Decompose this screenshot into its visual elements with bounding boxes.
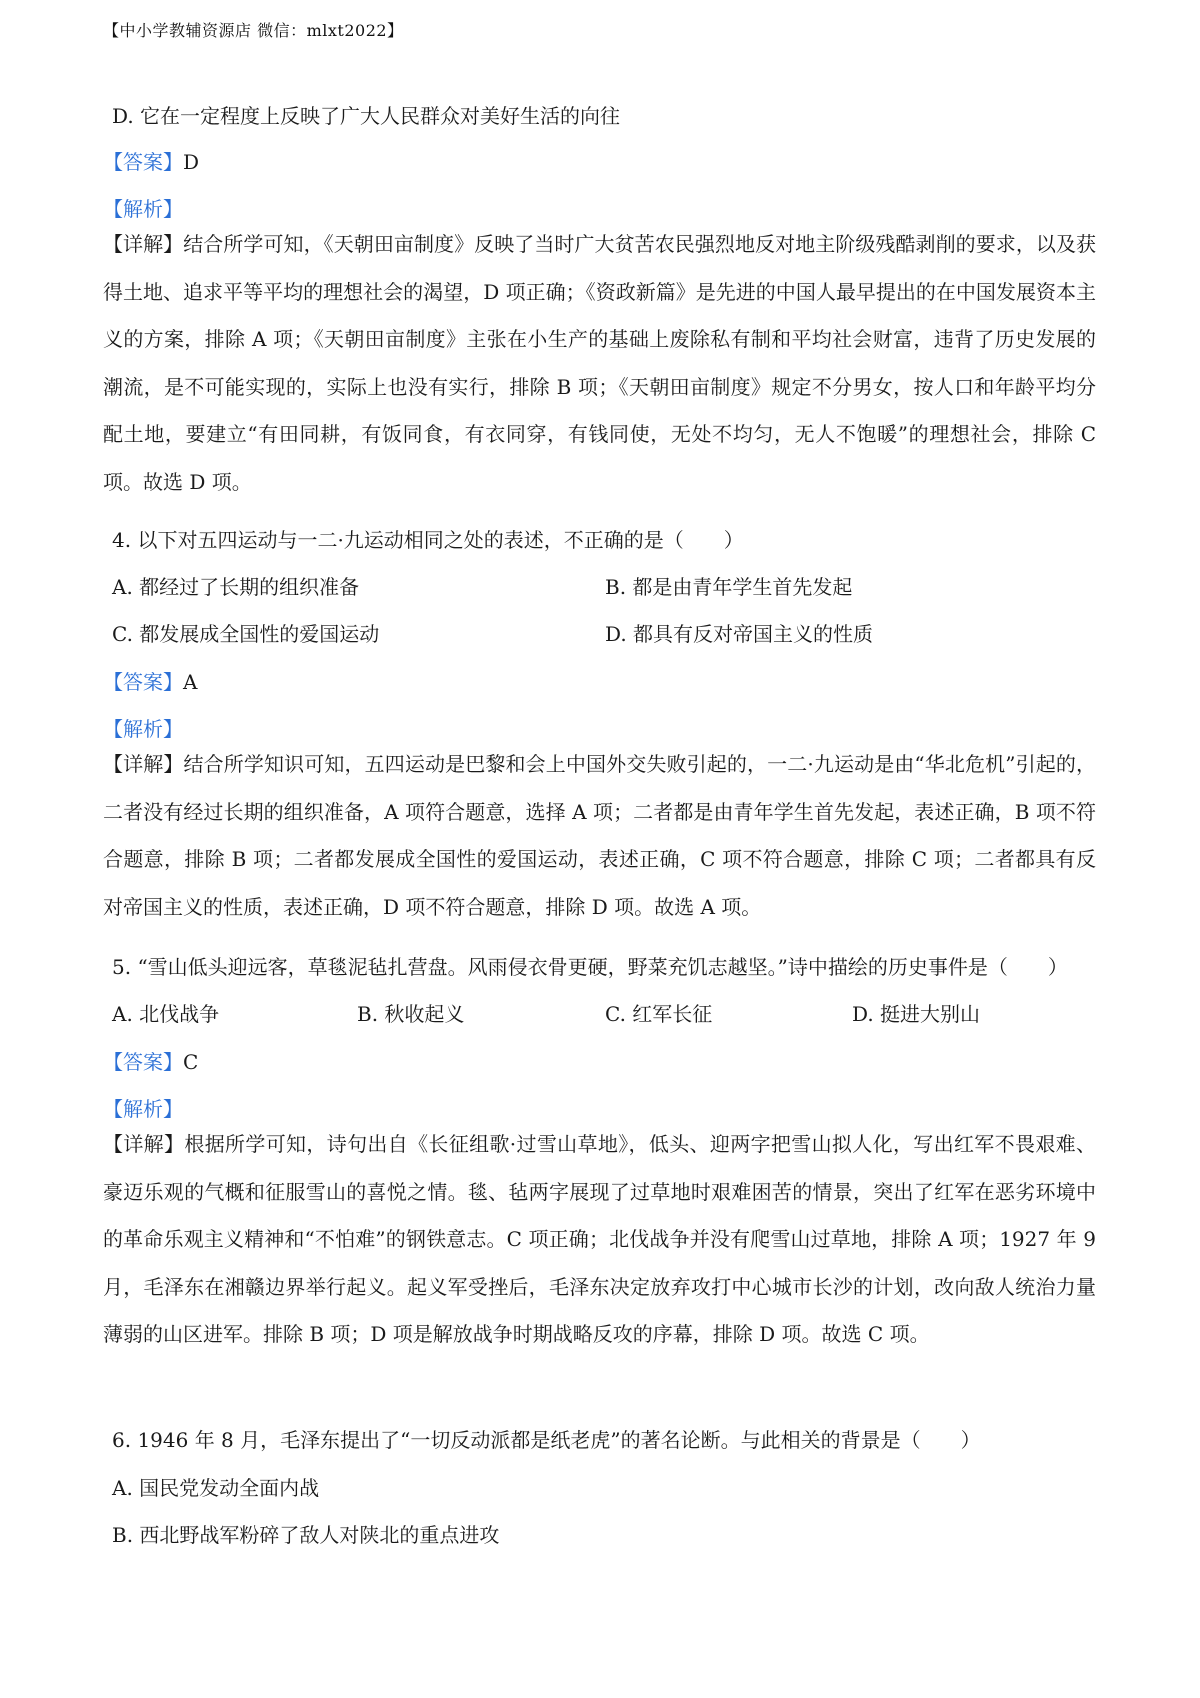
q5-stem: 5. “雪山低头迎远客，草毯泥毡扎营盘。风雨侵衣骨更硬，野菜充饥志越坚。”诗中描绘的历史事件是（ ） — [112, 955, 1068, 979]
answer-value: C — [183, 1050, 199, 1074]
answer-tag: 【答案】 — [103, 150, 183, 174]
detail-tag: 【详解】 — [103, 232, 184, 256]
q5-answer — [103, 1048, 198, 1076]
q4-option-a: A. 都经过了长期的组织准备 — [112, 575, 360, 599]
analysis-tag: 【解析】 — [103, 717, 183, 741]
q4-analysis — [103, 715, 183, 743]
q5-option-b: B. 秋收起义 — [357, 1002, 465, 1026]
answer-tag: 【答案】 — [103, 1050, 183, 1074]
q4-answer — [103, 668, 197, 696]
q5-analysis — [103, 1095, 183, 1123]
q6-stem: 6. 1946 年 8 月，毛泽东提出了“一切反动派都是纸老虎”的著名论断。与此相关的背景是（ ） — [112, 1428, 981, 1452]
analysis-tag: 【解析】 — [103, 1097, 183, 1121]
answer-value: D — [183, 150, 200, 174]
detail-text: 根据所学可知，诗句出自《长征组歌·过雪山草地》，低头、迎两字把雪山拟人化，写出红军不畏艰难、豪迈乐观的气概和征服雪山的喜悦之情。毯、毡两字展现了过草地时艰难困苦的情景，突出了红军在恶劣环境中的革命乐观主义精神和“不怕难”的钢铁意志。C 项正确；北伐战争并没有爬雪山过草地，排除 A 项；1927 年 9 月，毛泽东在湘赣边界举行起义。起义军受挫后，毛泽东决定放弃攻打中心城市长沙的计划，改向敌人统治力量薄弱的山区进军。排除 B 项；D 项是解放战争时期战略反攻的序幕，排除 D 项。故选 C 项。 — [103, 1132, 1096, 1346]
q4-option-b: B. 都是由青年学生首先发起 — [605, 575, 853, 599]
detail-text: 结合所学可知，《天朝田亩制度》反映了当时广大贫苦农民强烈地反对地主阶级残酷剥削的要求，以及获得土地、追求平等平均的理想社会的渴望，D 项正确；《资政新篇》是先进的中国人最早提出的在中国发展资本主义的方案，排除 A 项；《天朝田亩制度》主张在小生产的基础上废除私有制和平均社会财富，违背了历史发展的潮流，是不可能实现的，实际上也没有实行，排除 B 项；《天朝田亩制度》规定不分男女，按人口和年龄平均分配土地，要建立“有田同耕，有饭同食，有衣同穿，有钱同使，无处不均匀，无人不饱暖”的理想社会，排除 C 项。故选 D 项。 — [103, 232, 1097, 494]
detail-tag: 【详解】 — [103, 1132, 185, 1156]
q6-option-b: B. 西北野战军粉碎了敌人对陕北的重点进攻 — [112, 1523, 500, 1547]
q4-detail — [103, 741, 1096, 931]
q4-option-d: D. 都具有反对帝国主义的性质 — [605, 622, 874, 646]
answer-tag: 【答案】 — [103, 670, 183, 694]
header-note: 【中小学教辅资源店 微信：mlxt2022】 — [103, 21, 404, 40]
q5-option-c: C. 红军长征 — [605, 1002, 713, 1026]
q4-stem: 4. 以下对五四运动与一二·九运动相同之处的表述，不正确的是（ ） — [112, 528, 744, 552]
detail-text: 结合所学知识可知，五四运动是巴黎和会上中国外交失败引起的，一二·九运动是由“华北危机”引起的，二者没有经过长期的组织准备，A 项符合题意，选择 A 项；二者都是由青年学生首先发起，表述正确，B 项不符合题意，排除 B 项；二者都发展成全国性的爱国运动，表述正确，C 项不符合题意，排除 C 项；二者都具有反对帝国主义的性质，表述正确，D 项不符合题意，排除 D 项。故选 A 项。 — [103, 752, 1096, 919]
answer-value: A — [183, 670, 198, 694]
q5-detail — [103, 1121, 1096, 1359]
q3-option-d: D. 它在一定程度上反映了广大人民群众对美好生活的向往 — [112, 104, 621, 128]
q3-detail — [103, 221, 1096, 506]
q3-answer — [103, 148, 199, 176]
q4-option-c: C. 都发展成全国性的爱国运动 — [112, 622, 380, 646]
q3-analysis — [103, 195, 183, 223]
detail-tag: 【详解】 — [103, 752, 184, 776]
q6-option-a: A. 国民党发动全面内战 — [112, 1476, 320, 1500]
q5-option-a: A. 北伐战争 — [112, 1002, 220, 1026]
analysis-tag: 【解析】 — [103, 197, 183, 221]
q5-option-d: D. 挺进大别山 — [852, 1002, 981, 1026]
